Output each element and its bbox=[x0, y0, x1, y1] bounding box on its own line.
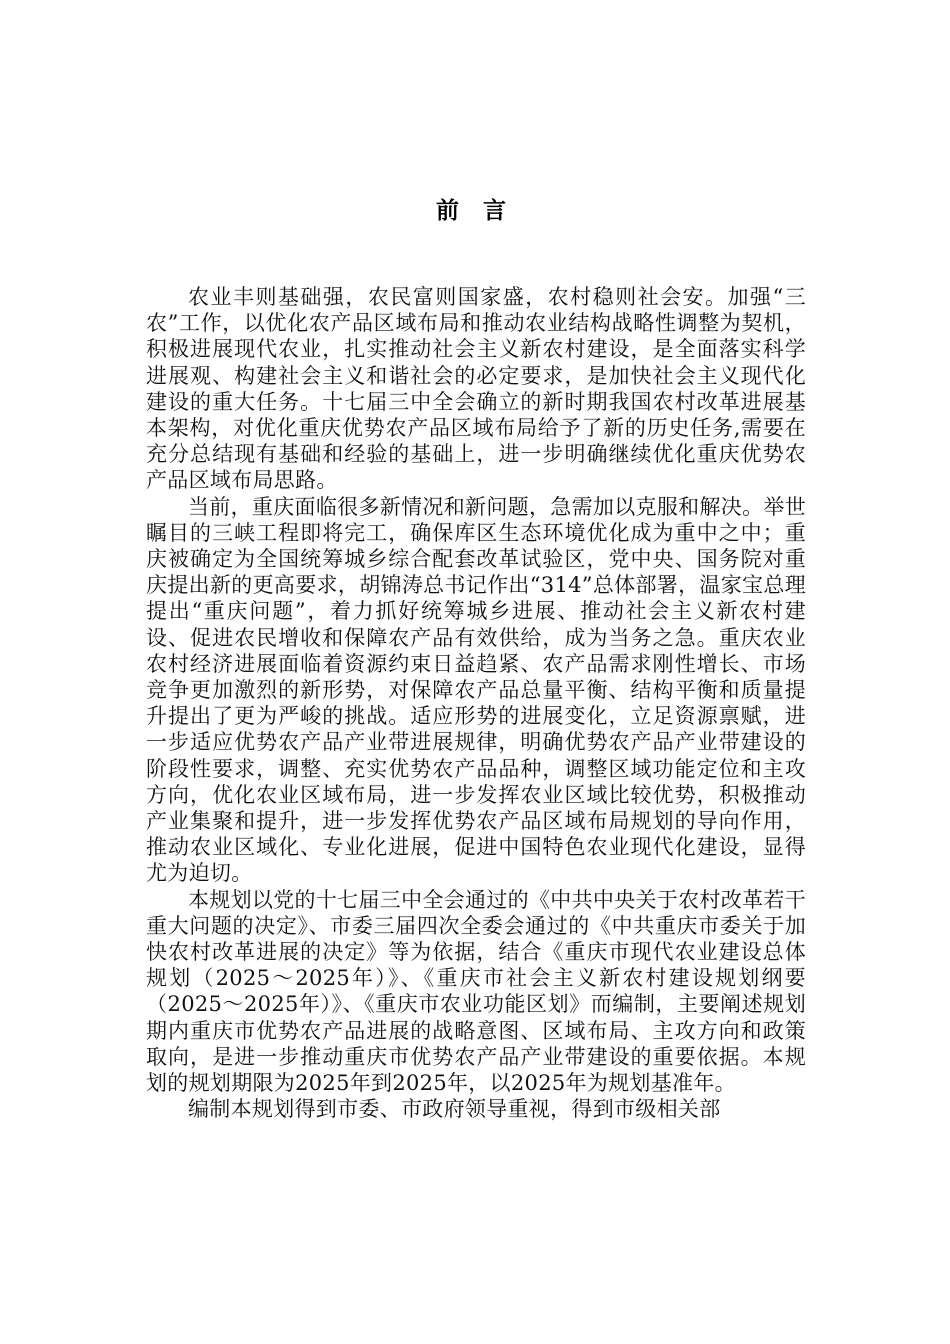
paragraph-4: 编制本规划得到市委、市政府领导重视，得到市级相关部 bbox=[188, 1097, 721, 1122]
page-title: 前 言 bbox=[435, 198, 514, 224]
paragraph-1: 农业丰则基础强，农民富则国家盛，农村稳则社会安。加强“三农”工作，以优化农产品区域布局和推动农业结构战略性调整为契机，积极进展现代农业，扎实推动社会主义新农村建设，是全面落实科学进展观、构建社会主义和谐社会的必定要求，是加快社会主义现代化建设的重大任务。十七届三中全会确立的新时期我国农村改革进展基本架构，对优化重庆优势农产品区域布局给予了新的历史任务,需要在充分总结现有基础和经验的基础上，进一步明确继续优化重庆优势农产品区域布局思路。 bbox=[146, 285, 806, 493]
document-body bbox=[146, 284, 806, 1123]
paragraph-3: 本规划以党的十七届三中全会通过的《中共中央关于农村改革若干重大问题的决定》、市委三届四次全委会通过的《中共重庆市委关于加快农村改革进展的决定》等为依据，结合《重庆市现代农业建设总体规划（2025～2025年）》、《重庆市社会主义新农村建设规划纲要（2025～2025年）》、《重庆市农业功能区划》而编制，主要阐述规划期内重庆市优势农产品进展的战略意图、区域布局、主攻方向和政策取向，是进一步推动重庆市优势农产品产业带建设的重要依据。本规划的规划期限为2025年到2025年，以2025年为规划基准年。 bbox=[146, 887, 806, 1096]
paragraph-2: 当前，重庆面临很多新情况和新问题，急需加以克服和解决。举世瞩目的三峡工程即将完工，确保库区生态环境优化成为重中之中；重庆被确定为全国统筹城乡综合配套改革试验区，党中央、国务院对重庆提出新的更高要求，胡锦涛总书记作出“314”总体部署，温家宝总理提出“重庆问题”，着力抓好统筹城乡进展、推动社会主义新农村建设、促进农民增收和保障农产品有效供给，成为当务之急。重庆农业农村经济进展面临着资源约束日益趋紧、农产品需求刚性增长、市场竞争更加激烈的新形势，对保障农产品总量平衡、结构平衡和质量提升提出了更为严峻的挑战。适应形势的进展变化，立足资源禀赋，进一步适应优势农产品产业带进展规律，明确优势农产品产业带建设的阶段性要求，调整、充实优势农产品品种，调整区域功能定位和主攻方向，优化农业区域布局，进一步发挥农业区域比较优势，积极推动产业集聚和提升，进一步发挥优势农产品区域布局规划的导向作用，推动农业区域化、专业化进展，促进中国特色农业现代化建设，显得尤为迫切。 bbox=[146, 494, 806, 886]
